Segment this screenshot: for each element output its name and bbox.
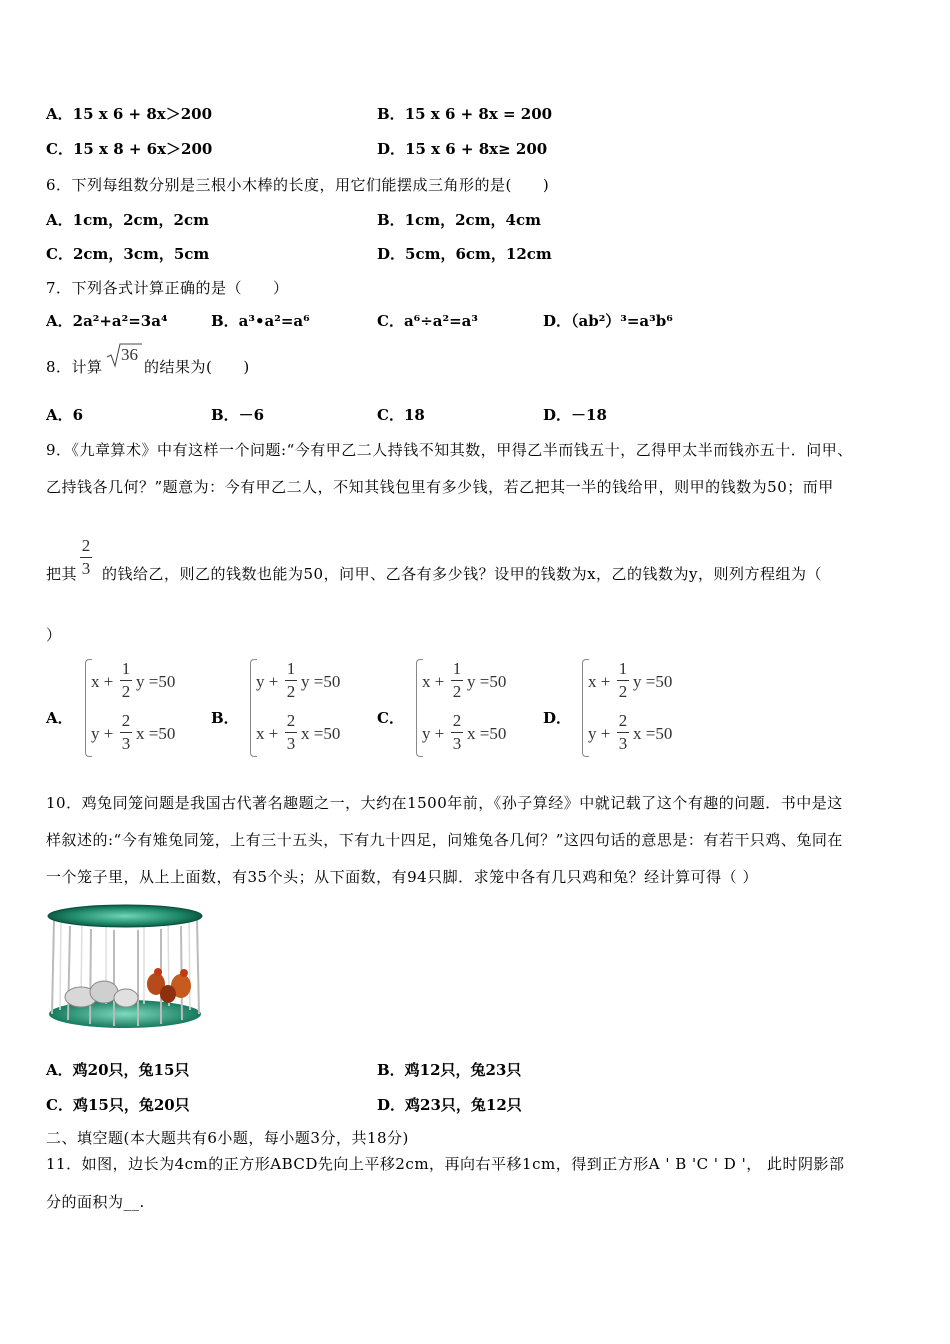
equation-2-suffix: x =50 <box>136 724 176 743</box>
q5-option-c: C．15 x 8 + 6x＞200 <box>46 140 213 158</box>
equation-2-fraction: 2 3 <box>618 711 628 753</box>
q9-line-3-suffix: 的钱给乙，则乙的钱数也能为50，问甲、乙各有多少钱？设甲的钱数为x，乙的钱数为y，则列方程组为（ <box>102 565 823 583</box>
q9-line-2: 乙持钱各几何？”题意为：今有甲乙二人，不知其钱包里有多少钱，若乙把其一半的钱给甲，则甲的钱数为50；而甲 <box>46 478 834 496</box>
equation-1-prefix: y + <box>256 672 279 691</box>
equation-2-suffix: x =50 <box>633 724 673 743</box>
equation-2-fraction: 2 3 <box>452 711 462 753</box>
q9-line-3-prefix: 把其 <box>46 565 78 583</box>
equation-2-fraction: 2 3 <box>286 711 296 753</box>
q8-stem-prefix: 8．计算 <box>46 358 103 376</box>
q10-line-3: 一个笼子里，从上上面数，有35个头；从下面数，有94只脚．求笼中各有几只鸡和兔？经计算可得（ ） <box>46 868 758 886</box>
q5-option-d: D．15 x 6 + 8x≥ 200 <box>377 140 548 158</box>
equation-1-prefix: x + <box>588 672 611 691</box>
q7-option-c: C．a⁶÷a²=a³ <box>377 312 478 330</box>
equation-2-prefix: y + <box>588 724 611 743</box>
q8-stem-suffix: 的结果为( ) <box>144 358 250 376</box>
q10-option-a: A．鸡20只，兔15只 <box>46 1061 190 1079</box>
equation-2-prefix: x + <box>256 724 279 743</box>
q6-option-c: C．2cm，3cm，5cm <box>46 245 210 263</box>
equation-1-suffix: y =50 <box>633 672 673 691</box>
q7-stem: 7．下列各式计算正确的是（ ） <box>46 279 289 297</box>
q9-option-label: A． <box>46 709 73 727</box>
equation-1-prefix: x + <box>91 672 114 691</box>
q7-option-a: A．2a²+a²=3a⁴ <box>46 312 168 330</box>
q6-option-a: A．1cm，2cm，2cm <box>46 211 209 229</box>
section-2-title: 二、填空题(本大题共有6小题，每小题3分，共18分) <box>46 1129 409 1147</box>
q10-option-c: C．鸡15只，兔20只 <box>46 1096 190 1114</box>
q5-option-b: B．15 x 6 + 8x = 200 <box>377 105 553 123</box>
equation-2-fraction: 2 3 <box>121 711 131 753</box>
q8-option-c: C．18 <box>377 406 425 424</box>
q10-line-1: 10．鸡兔同笼问题是我国古代著名趣题之一，大约在1500年前，《孙子算经》中就记载了这个有趣的问题．书中是这 <box>46 794 843 812</box>
equation-2-suffix: x =50 <box>467 724 507 743</box>
equation-1-prefix: x + <box>422 672 445 691</box>
equation-1-fraction: 1 2 <box>452 659 462 701</box>
q9-option-label: C． <box>377 709 404 727</box>
q6-option-d: D．5cm，6cm，12cm <box>377 245 552 263</box>
chicken-rabbit-cage-illustration <box>46 902 204 1032</box>
q10-option-d: D．鸡23只，兔12只 <box>377 1096 522 1114</box>
equation-1-fraction: 1 2 <box>286 659 296 701</box>
q9-line-4: ） <box>46 626 62 644</box>
equation-1-suffix: y =50 <box>136 672 176 691</box>
q7-option-b: B．a³•a²=a⁶ <box>211 312 310 330</box>
q8-option-d: D．－18 <box>543 406 607 424</box>
q9-line-1: 9．《九章算术》中有这样一个问题:“今有甲乙二人持钱不知其数，甲得乙半而钱五十，乙得甲太半而钱亦五十．问甲、 <box>46 441 853 459</box>
equation-1-fraction: 1 2 <box>121 659 131 701</box>
q11-line-1: 11．如图，边长为4cm的正方形ABCD先向上平移2cm，再向右平移1cm，得到正方形A ' B 'C ' D '， 此时阴影部 <box>46 1155 845 1173</box>
q6-stem: 6．下列每组数分别是三根小木棒的长度，用它们能摆成三角形的是( ) <box>46 176 550 194</box>
q5-option-a: A．15 x 6 + 8x＞200 <box>46 105 213 123</box>
q9-option-label: B． <box>211 709 239 727</box>
q10-line-2: 样叙述的:“今有雉兔同笼，上有三十五头，下有九十四足，问雉兔各几何？”这四句话的意思是：有若干只鸡、兔同在 <box>46 831 843 849</box>
equation-1-suffix: y =50 <box>467 672 507 691</box>
q10-option-b: B．鸡12只，兔23只 <box>377 1061 522 1079</box>
equation-2-suffix: x =50 <box>301 724 341 743</box>
q8-option-a: A．6 <box>46 406 84 424</box>
q11-line-2: 分的面积为__. <box>46 1193 145 1211</box>
equation-2-prefix: y + <box>422 724 445 743</box>
equation-2-prefix: y + <box>91 724 114 743</box>
equation-1-suffix: y =50 <box>301 672 341 691</box>
fraction-two-thirds: 2 3 <box>81 536 91 578</box>
q9-option-label: D． <box>543 709 572 727</box>
q7-option-d: D．（ab²）³=a³b⁶ <box>543 312 673 330</box>
q6-option-b: B．1cm，2cm，4cm <box>377 211 542 229</box>
equation-1-fraction: 1 2 <box>618 659 628 701</box>
q8-option-b: B．－6 <box>211 406 265 424</box>
